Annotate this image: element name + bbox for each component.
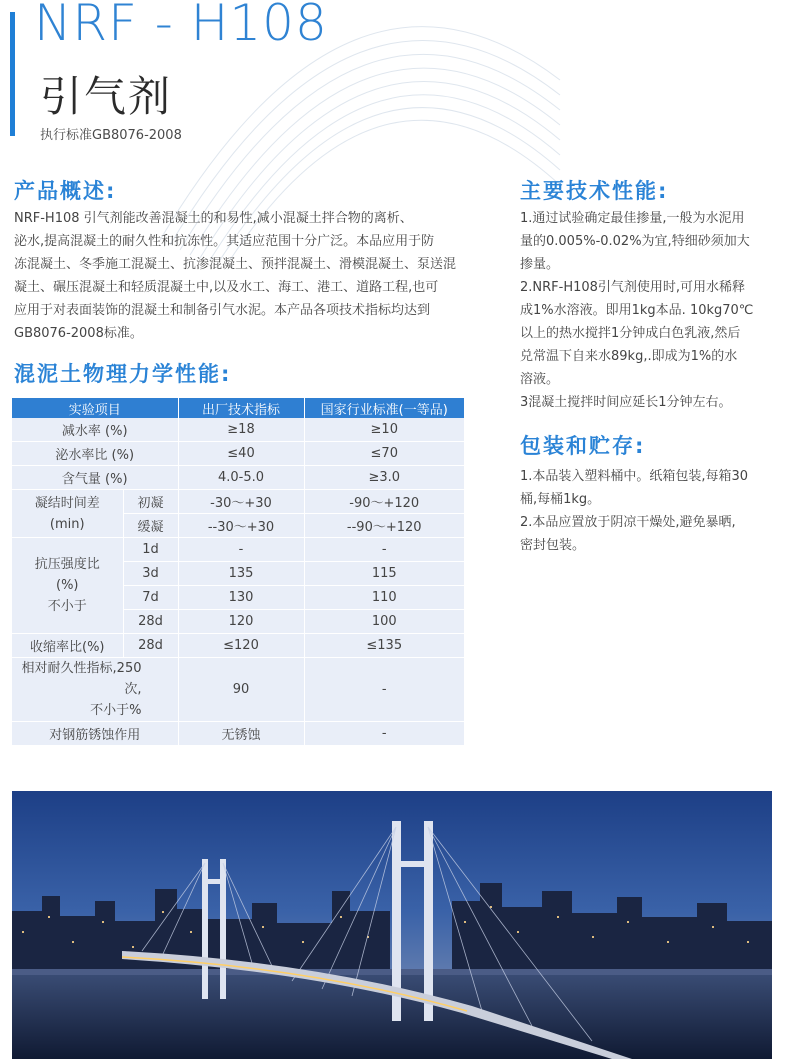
table-row — [12, 538, 464, 562]
row-label-line: 凝结时间差 — [34, 495, 100, 511]
overview-title: 产品概述: — [14, 179, 117, 203]
overview-line: 冻混凝土、冬季施工混凝土、抗渗混凝土、预拌混凝土、滑模混凝土、泵送混 — [14, 257, 457, 272]
row-label: 含气量 (%) — [12, 466, 178, 490]
national-value: 100 — [304, 610, 464, 634]
national-value: --90～+120 — [304, 514, 464, 538]
table-row — [12, 634, 464, 658]
table-row — [12, 722, 464, 746]
packaging-line: 2.本品应置放于阴凉干燥处,避免暴晒, — [520, 515, 736, 530]
tech-line: 溶液。 — [520, 372, 560, 387]
row-label: 减水率 (%) — [12, 418, 178, 442]
factory-value: 120 — [178, 610, 304, 634]
national-value: -90～+120 — [304, 490, 464, 514]
overview-text — [14, 207, 474, 345]
table-row — [12, 418, 464, 442]
table-row — [12, 466, 464, 490]
product-code: NRF - H108 — [34, 0, 328, 52]
table-row — [12, 490, 464, 514]
title-accent-bar — [10, 12, 15, 136]
properties-title: 混泥土物理力学性能: — [14, 362, 232, 386]
sub-label: 7d — [123, 586, 178, 610]
factory-value: 90 — [178, 658, 304, 722]
national-value: ≥10 — [304, 418, 464, 442]
factory-value: 130 — [178, 586, 304, 610]
table-row — [12, 442, 464, 466]
row-label-line: 相对耐久性指标,250次, — [21, 661, 142, 697]
national-value: ≤70 — [304, 442, 464, 466]
header-national: 国家行业标准(一等品) — [304, 398, 464, 418]
factory-value: ≤120 — [178, 634, 304, 658]
tech-line: 兑常温下自来水89kg,.即成为1%的水 — [520, 349, 738, 364]
tech-line: 以上的热水搅拌1分钟成白色乳液,然后 — [520, 326, 741, 341]
table-header-row — [12, 398, 464, 418]
sub-label: 初凝 — [123, 490, 178, 514]
national-value: 110 — [304, 586, 464, 610]
sub-label: 28d — [123, 610, 178, 634]
overview-line: 应用于对表面装饰的混凝土和制备引气水泥。本产品各项技术指标均达到 — [14, 303, 431, 318]
tech-line: 量的0.005%-0.02%为宜,特细砂须加大 — [520, 234, 750, 249]
header-factory: 出厂技术指标 — [178, 398, 304, 418]
sub-label: 3d — [123, 562, 178, 586]
tech-line: 3混凝土搅拌时间应延长1分钟左右。 — [520, 395, 732, 410]
national-value: ≥3.0 — [304, 466, 464, 490]
factory-value: --30～+30 — [178, 514, 304, 538]
factory-value: -30～+30 — [178, 490, 304, 514]
tech-line: 掺量。 — [520, 257, 560, 272]
row-label: 收缩率比(%) — [12, 634, 123, 658]
national-value: ≤135 — [304, 634, 464, 658]
factory-value: 4.0-5.0 — [178, 466, 304, 490]
standard-label: 执行标准GB8076-2008 — [40, 128, 182, 143]
overview-line: GB8076-2008标准。 — [14, 326, 143, 341]
row-label: 泌水率比 (%) — [12, 442, 178, 466]
overview-line: 泌水,提高混凝土的耐久性和抗冻性。其适应范围十分广泛。本品应用于防 — [14, 234, 435, 249]
factory-value: 135 — [178, 562, 304, 586]
row-label: 对钢筋锈蚀作用 — [12, 722, 178, 746]
sub-label: 28d — [123, 634, 178, 658]
row-label-compressive — [12, 538, 123, 634]
tech-line: 成1%水溶液。即用1kg本品. 10kg70℃ — [520, 303, 754, 318]
header-test-item: 实验项目 — [12, 398, 178, 418]
packaging-line: 桶,每桶1kg。 — [520, 492, 601, 507]
factory-value: ≤40 — [178, 442, 304, 466]
factory-value: 无锈蚀 — [178, 722, 304, 746]
national-value: 115 — [304, 562, 464, 586]
table-row — [12, 658, 464, 722]
national-value: - — [304, 722, 464, 746]
national-value: - — [304, 658, 464, 722]
national-value: - — [304, 538, 464, 562]
row-label-line: (%) — [56, 578, 79, 593]
sub-label: 1d — [123, 538, 178, 562]
overview-line: NRF-H108 引气剂能改善混凝土的和易性,减小混凝土拌合物的离析、 — [14, 211, 413, 226]
tech-text — [520, 207, 775, 414]
tech-title: 主要技术性能: — [520, 179, 669, 203]
packaging-line: 1.本品装入塑料桶中。纸箱包装,每箱30 — [520, 469, 749, 484]
tech-line: 2.NRF-H108引气剂使用时,可用水稀释 — [520, 280, 746, 295]
row-label-setting — [12, 490, 123, 538]
packaging-line: 密封包装。 — [520, 538, 586, 553]
bridge-city-photo — [12, 791, 772, 1059]
product-name: 引气剂 — [40, 72, 173, 121]
packaging-title: 包装和贮存: — [520, 434, 646, 458]
packaging-text — [520, 465, 775, 557]
row-label-durability — [12, 658, 178, 722]
overview-line: 凝土、碾压混凝土和轻质混凝土中,以及水工、海工、港工、道路工程,也可 — [14, 280, 439, 295]
bridge-illustration — [12, 791, 772, 1059]
properties-table — [12, 398, 464, 746]
row-label-line: 不小于 — [47, 599, 87, 614]
row-label-line: 抗压强度比 — [34, 557, 100, 572]
sub-label: 缓凝 — [123, 514, 178, 538]
tech-line: 1.通过试验确定最佳掺量,一般为水泥用 — [520, 211, 745, 226]
row-label-line: 不小于% — [90, 703, 142, 718]
factory-value: - — [178, 538, 304, 562]
factory-value: ≥18 — [178, 418, 304, 442]
row-label-line: (min) — [49, 516, 85, 532]
